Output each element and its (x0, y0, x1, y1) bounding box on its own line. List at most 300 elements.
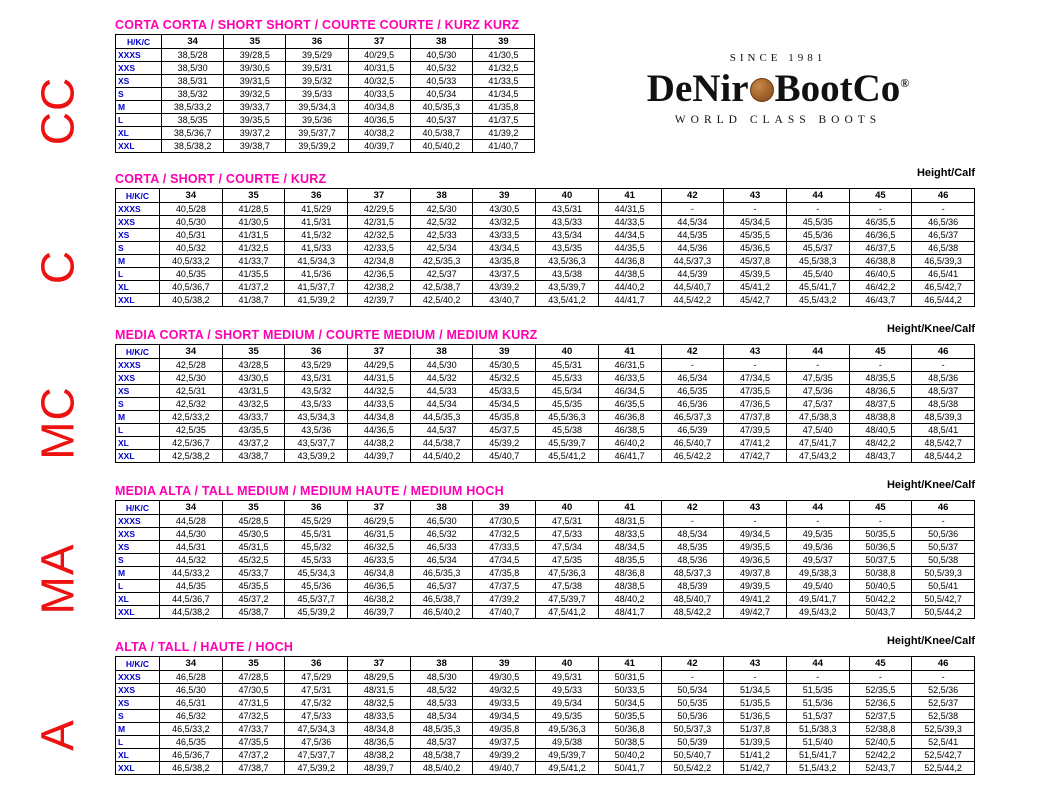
cell: - (849, 203, 912, 216)
column-header-39: 39 (473, 189, 536, 203)
row-label: S (116, 88, 162, 101)
row-label: XS (116, 541, 160, 554)
cell: 39/37,2 (224, 127, 286, 140)
cell: 38,5/38,2 (162, 140, 224, 153)
cell: 45/35,5 (222, 580, 285, 593)
cell: 46,5/32 (410, 528, 473, 541)
cell: 41,5/36 (285, 268, 348, 281)
column-header-34: 34 (162, 35, 224, 49)
column-header-36: 36 (286, 35, 348, 49)
cell: 48,5/34 (661, 528, 724, 541)
cell: 47,5/39,2 (285, 762, 348, 775)
cell: 42/36,5 (348, 268, 411, 281)
cell: 42/39,7 (348, 294, 411, 307)
cell: 41,5/34,3 (285, 255, 348, 268)
cell: - (912, 359, 975, 372)
table-row (116, 593, 975, 606)
cell: 39,5/37,7 (286, 127, 348, 140)
cell: 39,5/34,3 (286, 101, 348, 114)
cell: - (849, 515, 912, 528)
cell: 40/33,5 (348, 88, 410, 101)
cell: 50/37,5 (849, 554, 912, 567)
cell: 50,5/37,3 (661, 723, 724, 736)
cell: 49,5/37 (786, 554, 849, 567)
cell: 41/38,7 (222, 294, 285, 307)
cell: 44,5/33,2 (160, 567, 223, 580)
table-row (116, 127, 535, 140)
cell: 47,5/43,2 (786, 450, 849, 463)
column-header-37: 37 (348, 345, 411, 359)
cell: 46/35,5 (598, 398, 661, 411)
cell: 52,5/42,7 (912, 749, 975, 762)
table-body (116, 515, 975, 619)
cell: 51,5/37 (786, 710, 849, 723)
cell: 40/31,5 (348, 62, 410, 75)
row-label: L (116, 424, 160, 437)
cell: 44,5/30 (160, 528, 223, 541)
category-label-mc: MC (31, 386, 84, 460)
cell: 46/41,7 (598, 450, 661, 463)
column-header-44: 44 (786, 657, 849, 671)
column-header-35: 35 (222, 501, 285, 515)
cell: 51/41,2 (724, 749, 787, 762)
cell: 46,5/31 (160, 697, 223, 710)
cell: 48,5/42,7 (912, 437, 975, 450)
cell: 46,5/38,7 (410, 593, 473, 606)
cell: 49/39,5 (724, 580, 787, 593)
table-row (116, 567, 975, 580)
cell: 50/34,5 (598, 697, 661, 710)
column-header-42: 42 (661, 189, 724, 203)
cell: - (661, 671, 724, 684)
column-header-42: 42 (661, 345, 724, 359)
cell: 43/37,5 (473, 268, 536, 281)
cell: 43/30,5 (473, 203, 536, 216)
cell: - (661, 203, 724, 216)
cell: 41,5/39,2 (285, 294, 348, 307)
cell: 39/38,7 (224, 140, 286, 153)
column-header-39: 39 (473, 501, 536, 515)
category-label-c: C (31, 249, 84, 285)
cell: 40,5/30 (410, 49, 472, 62)
cell: 43,5/39,7 (536, 281, 599, 294)
cell: 44/31,5 (598, 203, 661, 216)
cell: 46,5/40,7 (661, 437, 724, 450)
size-table-corta-corta (115, 34, 535, 153)
cell: 42,5/38,2 (160, 450, 223, 463)
cell: 48,5/34 (410, 710, 473, 723)
cell: 50,5/38 (912, 554, 975, 567)
cell: 40,5/35,3 (410, 101, 472, 114)
cell: 48,5/36 (912, 372, 975, 385)
row-label: XXXS (116, 359, 160, 372)
table-row (116, 671, 975, 684)
cell: 45/40,7 (473, 450, 536, 463)
cell: 42,5/40,2 (410, 294, 473, 307)
cell: 40/36,5 (348, 114, 410, 127)
cell: 46,5/39 (661, 424, 724, 437)
cell: 48/35,5 (598, 554, 661, 567)
cell: - (912, 671, 975, 684)
row-label: L (116, 736, 160, 749)
table-row (116, 88, 535, 101)
cell: 41/39,2 (472, 127, 534, 140)
column-header-38: 38 (410, 501, 473, 515)
cell: 38,5/31 (162, 75, 224, 88)
cell: 46/29,5 (348, 515, 411, 528)
cell: 48/34,5 (598, 541, 661, 554)
cell: 51/34,5 (724, 684, 787, 697)
cell: 40,5/37 (410, 114, 472, 127)
cell: 42,5/35 (160, 424, 223, 437)
cell: 40,5/36,7 (160, 281, 223, 294)
row-label: XXXS (116, 49, 162, 62)
cell: 43/31,5 (222, 385, 285, 398)
column-header-44: 44 (786, 189, 849, 203)
cell: 44,5/40,2 (410, 450, 473, 463)
column-header-40: 40 (536, 501, 599, 515)
category-label-cc: CC (31, 76, 84, 146)
cell: 46,5/34 (410, 554, 473, 567)
table-row (116, 697, 975, 710)
cell: 50/31,5 (598, 671, 661, 684)
cell: 47,5/38,3 (786, 411, 849, 424)
cell: 49/33,5 (473, 697, 536, 710)
row-label: XL (116, 127, 162, 140)
row-label: S (116, 242, 160, 255)
cell: 44,5/28 (160, 515, 223, 528)
cell: 44/34,8 (348, 411, 411, 424)
column-header-38: 38 (410, 35, 472, 49)
column-header-40: 40 (536, 189, 599, 203)
cell: 41/30,5 (222, 216, 285, 229)
column-header-36: 36 (285, 189, 348, 203)
column-header-37: 37 (348, 35, 410, 49)
cell: 45/35,5 (724, 229, 787, 242)
row-label: XL (116, 593, 160, 606)
cell: 44,5/32 (410, 372, 473, 385)
cell: 44,5/34 (661, 216, 724, 229)
section-media-alta (115, 479, 975, 619)
row-label: XS (116, 385, 160, 398)
cell: 39,5/32 (286, 75, 348, 88)
cell: 43,5/34 (536, 229, 599, 242)
cell: 46/40,2 (598, 437, 661, 450)
cell: 47,5/41,7 (786, 437, 849, 450)
cell: 42,5/35,3 (410, 255, 473, 268)
cell: 39,5/39,2 (286, 140, 348, 153)
category-label-ma: MA (31, 543, 84, 615)
cell: 50/42,2 (849, 593, 912, 606)
cell: 46/40,5 (849, 268, 912, 281)
cell: 41/37,2 (222, 281, 285, 294)
cell: 47,5/36 (786, 385, 849, 398)
cell: 48/40,5 (849, 424, 912, 437)
cell: 47,5/40 (786, 424, 849, 437)
cell: 45/30,5 (473, 359, 536, 372)
cell: 41/37,5 (472, 114, 534, 127)
cell: 46/36,5 (348, 580, 411, 593)
row-label: XL (116, 437, 160, 450)
cell: 47,5/36 (285, 736, 348, 749)
cell: 40/38,2 (348, 127, 410, 140)
cell: 48/32,5 (348, 697, 411, 710)
category-label-column (0, 0, 115, 789)
cell: 48,5/44,2 (912, 450, 975, 463)
cell: 48/34,8 (348, 723, 411, 736)
cell: 39/32,5 (224, 88, 286, 101)
cell: 51,5/38,3 (786, 723, 849, 736)
cell: 51/37,8 (724, 723, 787, 736)
cell: 45,5/32 (285, 541, 348, 554)
table-row (116, 541, 975, 554)
cell: 44/38,2 (348, 437, 411, 450)
column-header-38: 38 (410, 189, 473, 203)
cell: 44/34,5 (598, 229, 661, 242)
cell: 49,5/43,2 (786, 606, 849, 619)
cell: 39/30,5 (224, 62, 286, 75)
column-header-46: 46 (912, 657, 975, 671)
row-label: XS (116, 75, 162, 88)
cell: - (912, 203, 975, 216)
cell: 47,5/39,7 (536, 593, 599, 606)
cell: 46/43,7 (849, 294, 912, 307)
cell: 38,5/28 (162, 49, 224, 62)
cell: 50/35,5 (598, 710, 661, 723)
table-row (116, 229, 975, 242)
section-note-alta: Height/Knee/Calf (886, 635, 975, 647)
cell: 38,5/36,7 (162, 127, 224, 140)
cell: 45/28,5 (222, 515, 285, 528)
column-header-39: 39 (472, 35, 534, 49)
cell: 41,5/33 (285, 242, 348, 255)
cell: 45,5/39,7 (536, 437, 599, 450)
cell: 41/35,5 (222, 268, 285, 281)
cell: 52,5/36 (912, 684, 975, 697)
column-header-45: 45 (849, 345, 912, 359)
cell: 50,5/36 (912, 528, 975, 541)
cell: 50/36,5 (849, 541, 912, 554)
cell: 43,5/41,2 (536, 294, 599, 307)
cell: - (724, 203, 787, 216)
cell: 43/32,5 (473, 216, 536, 229)
cell: 50,5/36 (661, 710, 724, 723)
column-header-43: 43 (724, 501, 787, 515)
cell: 46,5/30 (410, 515, 473, 528)
size-table-corta (115, 188, 975, 307)
cell: 50/41,7 (598, 762, 661, 775)
cell: 41/33,5 (472, 75, 534, 88)
column-header-37: 37 (348, 189, 411, 203)
column-header-39: 39 (473, 345, 536, 359)
table-row (116, 450, 975, 463)
cell: 46,5/37,3 (661, 411, 724, 424)
table-body (116, 359, 975, 463)
cell: 42,5/28 (160, 359, 223, 372)
cell: 45/38,7 (222, 606, 285, 619)
cell: 46,5/28 (160, 671, 223, 684)
section-corta-corta (115, 18, 655, 153)
cell: 38,5/32 (162, 88, 224, 101)
cell: 46/42,2 (849, 281, 912, 294)
cell: 44,5/33 (410, 385, 473, 398)
cell: 49/39,2 (473, 749, 536, 762)
cell: 46,5/42,2 (661, 450, 724, 463)
cell: 42,5/37 (410, 268, 473, 281)
cell: 43/39,2 (473, 281, 536, 294)
cell: 46,5/44,2 (912, 294, 975, 307)
cell: 43/33,7 (222, 411, 285, 424)
cell: 41/32,5 (472, 62, 534, 75)
cell: 42,5/36,7 (160, 437, 223, 450)
cell: 45/36,5 (724, 242, 787, 255)
cell: 40,5/32 (410, 62, 472, 75)
cell: 46,5/41 (912, 268, 975, 281)
cell: 50/33,5 (598, 684, 661, 697)
cell: 48/42,2 (849, 437, 912, 450)
row-label: M (116, 411, 160, 424)
cell: 46,5/37 (410, 580, 473, 593)
table-row (116, 528, 975, 541)
cell: 45,5/37,7 (285, 593, 348, 606)
row-label: M (116, 723, 160, 736)
cell: 40/29,5 (348, 49, 410, 62)
row-label: S (116, 710, 160, 723)
size-table-alta (115, 656, 975, 775)
cell: 49/35,8 (473, 723, 536, 736)
cell: 41/30,5 (472, 49, 534, 62)
cell: 45,5/36 (285, 580, 348, 593)
column-header-hkc: H/K/C (116, 345, 160, 359)
cell: 39,5/31 (286, 62, 348, 75)
cell: 42,5/32 (410, 216, 473, 229)
column-header-36: 36 (285, 345, 348, 359)
cell: 42/29,5 (348, 203, 411, 216)
cell: 45/30,5 (222, 528, 285, 541)
cell: - (786, 671, 849, 684)
cell: 48,5/42,2 (661, 606, 724, 619)
cell: 40,5/28 (160, 203, 223, 216)
section-note-media-alta: Height/Knee/Calf (886, 479, 975, 491)
row-label: XXL (116, 450, 160, 463)
cell: 48/43,7 (849, 450, 912, 463)
column-header-45: 45 (849, 501, 912, 515)
cell: 39,5/33 (286, 88, 348, 101)
cell: 47/37,5 (473, 580, 536, 593)
cell: 48,5/38,7 (410, 749, 473, 762)
cell: 44/36,5 (348, 424, 411, 437)
cell: 43,5/31 (536, 203, 599, 216)
cell: 45/33,7 (222, 567, 285, 580)
cell: 47,5/34,3 (285, 723, 348, 736)
table-row (116, 749, 975, 762)
row-label: M (116, 101, 162, 114)
cell: 48/36,8 (598, 567, 661, 580)
cell: 43/35,8 (473, 255, 536, 268)
table-row (116, 203, 975, 216)
column-header-35: 35 (222, 657, 285, 671)
cell: 47/31,5 (222, 697, 285, 710)
category-label-a: A (31, 719, 84, 751)
cell: 45,5/40 (786, 268, 849, 281)
cell: 42/38,2 (348, 281, 411, 294)
row-label: XXL (116, 762, 160, 775)
cell: 47/34,5 (724, 372, 787, 385)
size-table-media-alta (115, 500, 975, 619)
table-header-row (116, 189, 975, 203)
cell: 47/35,5 (222, 736, 285, 749)
column-header-35: 35 (224, 35, 286, 49)
cell: 45,5/34,3 (285, 567, 348, 580)
cell: 47/30,5 (222, 684, 285, 697)
cell: 47,5/31 (285, 684, 348, 697)
cell: 52/35,5 (849, 684, 912, 697)
cell: 47/38,7 (222, 762, 285, 775)
row-label: L (116, 268, 160, 281)
column-header-45: 45 (849, 657, 912, 671)
column-header-46: 46 (912, 501, 975, 515)
column-header-46: 46 (912, 189, 975, 203)
row-label: L (116, 580, 160, 593)
cell: 40/34,8 (348, 101, 410, 114)
cell: 47/34,5 (473, 554, 536, 567)
row-label: XS (116, 697, 160, 710)
table-row (116, 515, 975, 528)
cell: 51/35,5 (724, 697, 787, 710)
cell: 38,5/30 (162, 62, 224, 75)
cell: 45/39,5 (724, 268, 787, 281)
cell: 44,5/37 (410, 424, 473, 437)
cell: 48,5/41 (912, 424, 975, 437)
cell: 46,5/35 (160, 736, 223, 749)
cell: 40,5/30 (160, 216, 223, 229)
cell: 49,5/41,7 (786, 593, 849, 606)
column-header-34: 34 (160, 345, 223, 359)
table-row (116, 554, 975, 567)
cell: 49/30,5 (473, 671, 536, 684)
cell: 50,5/44,2 (912, 606, 975, 619)
cell: 43,5/33 (285, 398, 348, 411)
table-row (116, 294, 975, 307)
cell: 42/31,5 (348, 216, 411, 229)
cell: 49/37,5 (473, 736, 536, 749)
cell: 50/40,5 (849, 580, 912, 593)
cell: 44/41,7 (598, 294, 661, 307)
column-header-34: 34 (160, 189, 223, 203)
cell: 48/36,5 (849, 385, 912, 398)
cell: 43/30,5 (222, 372, 285, 385)
logo-since-text: SINCE 1981 (729, 52, 827, 64)
cell: 44,5/34 (410, 398, 473, 411)
section-note-media-corta: Height/Knee/Calf (886, 323, 975, 335)
cell: 50/38,5 (598, 736, 661, 749)
cell: 49,5/34 (536, 697, 599, 710)
cell: 45,5/36,3 (536, 411, 599, 424)
cell: 50,5/35 (661, 697, 724, 710)
cell: 40,5/38,7 (410, 127, 472, 140)
cell: 45,5/36 (786, 229, 849, 242)
cell: 45,5/31 (285, 528, 348, 541)
cell: 46/38,5 (598, 424, 661, 437)
cell: 45/34,5 (724, 216, 787, 229)
cell: - (724, 515, 787, 528)
cell: 45,5/39,2 (285, 606, 348, 619)
table-row (116, 736, 975, 749)
cell: 48/33,5 (348, 710, 411, 723)
cell: 45,5/33 (536, 372, 599, 385)
row-label: XXXS (116, 515, 160, 528)
cell: 45/35,8 (473, 411, 536, 424)
